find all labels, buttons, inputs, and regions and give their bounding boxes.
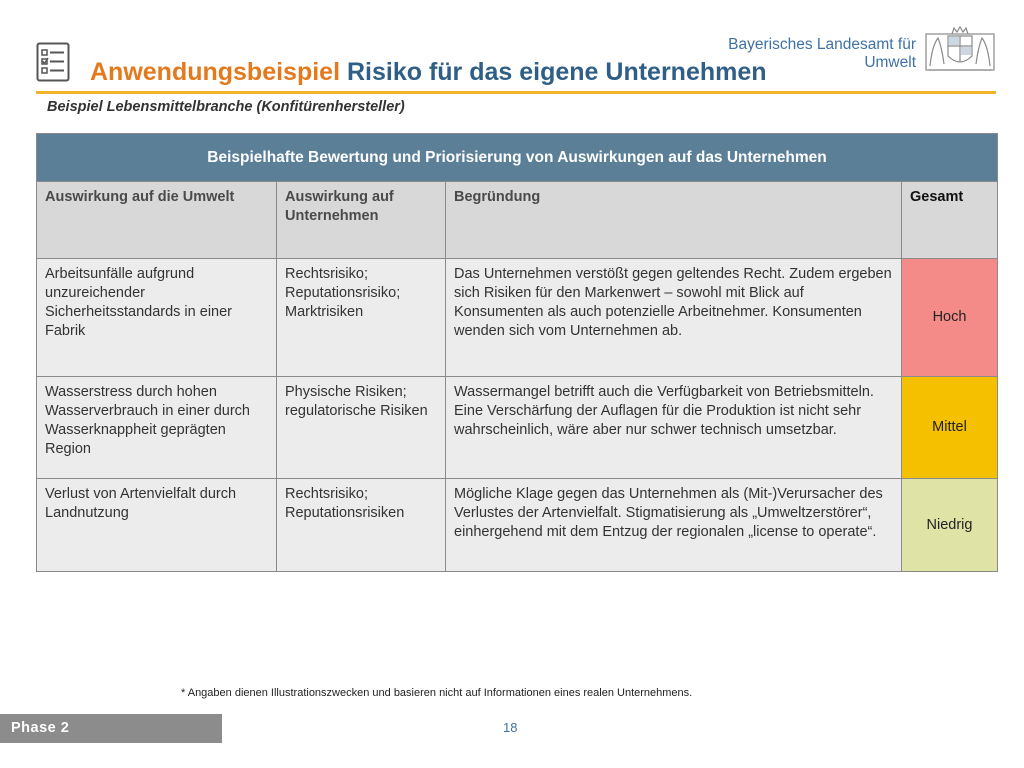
phase-label: Phase 2: [0, 714, 222, 743]
page-title-highlight: Anwendungsbeispiel: [90, 58, 341, 86]
rating-badge: Niedrig: [902, 479, 998, 572]
footnote: * Angaben dienen Illustrationszwecken und basieren nicht auf Informationen eines realen Unternehmens.: [181, 687, 693, 699]
cell-begruendung: Das Unternehmen verstößt gegen geltendes Recht. Zudem ergeben sich Risiken für den Markenwert – sowohl mit Blick auf Konsumenten als auch potenzielle Arbeitnehmer. Konsumenten wenden sich vom Unternehmen ab.: [446, 259, 902, 377]
page-title: [90, 58, 767, 87]
cell-unternehmen: Rechtsrisiko; Reputationsrisiko; Marktrisiken: [277, 259, 446, 377]
cell-umwelt: Wasserstress durch hohen Wasserverbrauch in einer durch Wasserknappheit geprägten Region: [37, 377, 277, 479]
risk-assessment-table: [36, 133, 998, 572]
cell-umwelt: Verlust von Artenvielfalt durch Landnutzung: [37, 479, 277, 572]
column-header-umwelt: Auswirkung auf die Umwelt: [37, 182, 277, 259]
rating-badge: Hoch: [902, 259, 998, 377]
organization-name-line1: Bayerisches Landesamt für: [728, 36, 916, 53]
table-row: [37, 259, 998, 377]
page-number: 18: [503, 720, 518, 735]
cell-begruendung: Wassermangel betrifft auch die Verfügbarkeit von Betriebsmitteln. Eine Verschärfung der Auflagen für die Produktion ist nicht sehr wahrscheinlich, wäre aber nur schwer technisch umsetzbar.: [446, 377, 902, 479]
checklist-icon: [36, 42, 70, 82]
title-underline: [36, 91, 996, 94]
table-header-row: [37, 182, 998, 259]
cell-unternehmen: Rechtsrisiko; Reputationsrisiken: [277, 479, 446, 572]
organization-name: [728, 36, 916, 72]
cell-begruendung: Mögliche Klage gegen das Unternehmen als (Mit-)Verursacher des Verlustes der Artenvielfalt. Stigmatisierung als „Umweltzerstörer“, einhergehend mit dem Entzug der regionalen „license to operate“.: [446, 479, 902, 572]
cell-umwelt: Arbeitsunfälle aufgrund unzureichender Sicherheitsstandards in einer Fabrik: [37, 259, 277, 377]
column-header-begruendung: Begründung: [446, 182, 902, 259]
coat-of-arms-logo: [924, 26, 996, 74]
subtitle: Beispiel Lebensmittelbranche (Konfitürenhersteller): [47, 99, 405, 115]
table-caption-row: [37, 134, 998, 182]
organization-name-line2: Umwelt: [864, 54, 916, 71]
rating-badge: Mittel: [902, 377, 998, 479]
cell-unternehmen: Physische Risiken; regulatorische Risiken: [277, 377, 446, 479]
table-row: [37, 377, 998, 479]
table-caption: Beispielhafte Bewertung und Priorisierung von Auswirkungen auf das Unternehmen: [37, 134, 998, 182]
page-title-rest: Risiko für das eigene Unternehmen: [340, 58, 767, 86]
column-header-gesamt: Gesamt: [902, 182, 998, 259]
column-header-unternehmen: Auswirkung auf Unternehmen: [277, 182, 446, 259]
table-row: [37, 479, 998, 572]
